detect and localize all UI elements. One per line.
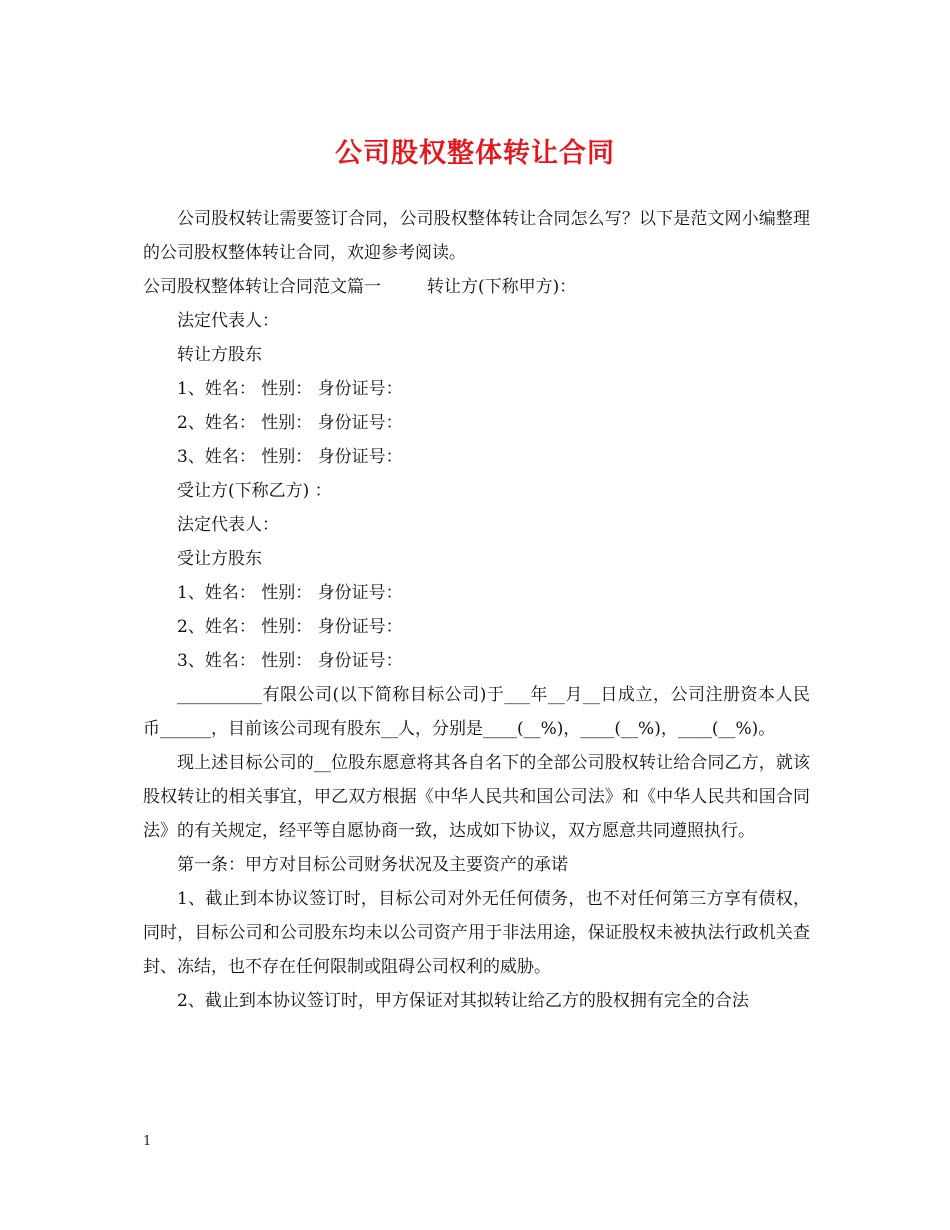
sample-heading: 公司股权整体转让合同范文篇一 [143, 277, 381, 297]
transferee-label: 受让方(下称乙方) ： [177, 481, 332, 501]
article-1-clause-2: 2、截止到本协议签订时，甲方保证对其拟转让给乙方的股权拥有完全的合法 [177, 991, 749, 1011]
transferee-shareholder-2: 2、姓名： 性别： 身份证号： [177, 617, 403, 637]
transferor-representative: 法定代表人： [177, 311, 279, 331]
article-1-heading: 第一条：甲方对目标公司财务状况及主要资产的承诺 [177, 855, 568, 875]
transferee-shareholders-heading: 受让方股东 [177, 549, 262, 569]
sample-heading-line [143, 270, 810, 304]
transferee-representative: 法定代表人： [177, 515, 279, 535]
transferor-shareholder-1: 1、姓名： 性别： 身份证号： [177, 379, 403, 399]
article-1-clause-1: 1、截止到本协议签订时，目标公司对外无任何债务，也不对任何第三方享有债权，同时，目标公司和公司股东均未以公司资产用于非法用途，保证股权未被执法行政机关查封、冻结，也不存在任何限制或阻碍公司权利的威胁。 [143, 889, 810, 977]
document-title: 公司股权整体转让合同 [335, 138, 615, 169]
transferee-shareholder-1: 1、姓名： 性别： 身份证号： [177, 583, 403, 603]
transferee-shareholder-3: 3、姓名： 性别： 身份证号： [177, 651, 403, 671]
transferor-shareholder-2: 2、姓名： 性别： 身份证号： [177, 413, 403, 433]
target-company-paragraph: __________有限公司(以下简称目标公司)于___年__月__日成立，公司注册资本人民币______，目前该公司现有股东__人，分别是____(__%)，____(__%)，____(__%)。 [143, 685, 810, 739]
transferor-label: 转让方(下称甲方)： [427, 277, 577, 297]
page-number: 1 [143, 1134, 152, 1149]
intro-paragraph: 公司股权转让需要签订合同，公司股权整体转让合同怎么写？以下是范文网小编整理的公司股权整体转让合同，欢迎参考阅读。 [143, 209, 810, 263]
document-body [143, 202, 810, 1018]
preamble-paragraph: 现上述目标公司的__位股东愿意将其各自名下的全部公司股权转让给合同乙方，就该股权转让的相关事宜，甲乙双方根据《中华人民共和国公司法》和《中华人民共和国合同法》的有关规定，经平等自愿协商一致，达成如下协议，双方愿意共同遵照执行。 [143, 753, 810, 841]
transferor-shareholder-3: 3、姓名： 性别： 身份证号： [177, 447, 403, 467]
transferor-shareholders-heading: 转让方股东 [177, 345, 262, 365]
